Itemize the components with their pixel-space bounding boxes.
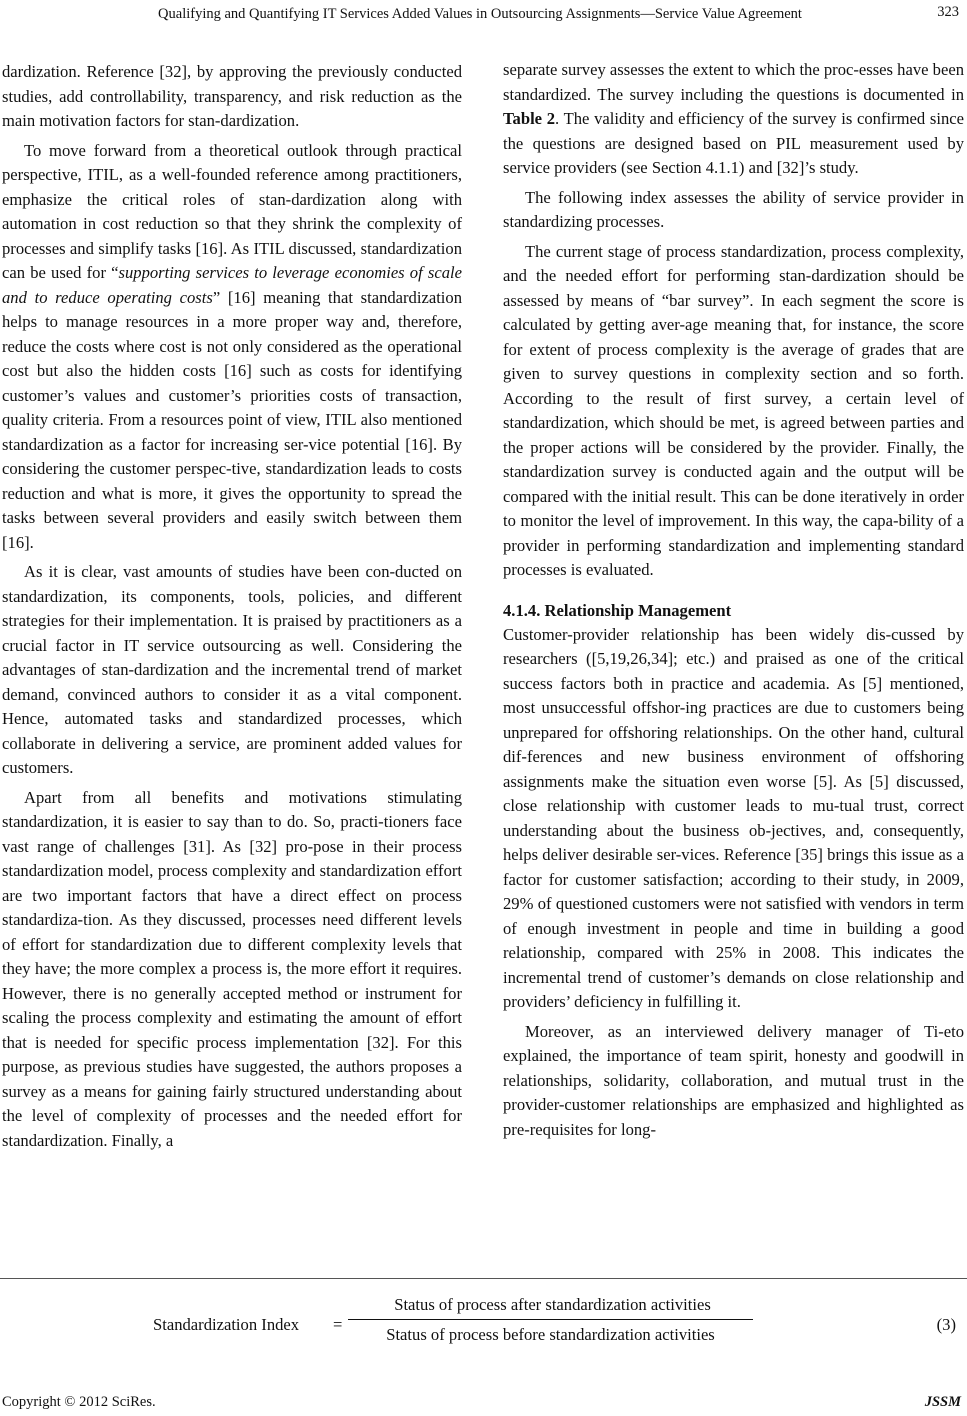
page-footer <box>0 1392 967 1412</box>
copyright-notice: Copyright © 2012 SciRes. <box>2 1394 156 1410</box>
text-run: ” [16] meaning that standardization helps to manage resources in a more proper way and, therefore, reduce the costs where cost is not only considered as the operational cost but also the hidden costs [16] such as costs for identifying customer’s values and customer’s priorities costs of transaction, quality criteria. From a resources point of view, ITIL also mentioned standardization as a factor for increasing ser-vice potential [16]. By considering the customer perspec-tive, standardization leads to costs reduction and what is more, it gives the opportunity to spread the tasks between several providers and easily switch between them [16]. <box>2 287 463 552</box>
equation-fraction <box>348 1292 753 1348</box>
right-column <box>503 58 964 1147</box>
italic-quote: supporting services to leverage economies of scale and to reduce operating costs <box>2 263 462 307</box>
paragraph: As it is clear, vast amounts of studies have been con-ducted on standardization, its components, tools, policies, and different strategies for their implementation. It is praised by practitioners as a crucial factor in IT service outsourcing as well. Considering the advantages of stan-dardization and the incremental trend of market demand, convinced authors to consider it as a vital component. Hence, automated tasks and standardized processes, which collaborate in delivering a service, are prominent added values for customers. <box>2 562 462 777</box>
paragraph: dardization. Reference [32], by approving the previously conducted studies, add controllability, transparency, and risk reduction as the main motivation factors for stan-dardization. <box>2 62 462 130</box>
page-number: 323 <box>937 4 959 20</box>
paragraph: Moreover, as an interviewed delivery manager of Ti-eto explained, the importance of team spirit, honesty and goodwill in relationships, solidarity, collaboration, and mutual trust in the provider-customer relationships are emphasized and highlighted as pre-requisites for long- <box>503 1021 964 1139</box>
journal-abbrev: JSSM <box>924 1394 961 1410</box>
section-heading: 4.1.4. Relationship Management <box>503 600 732 620</box>
running-header <box>0 4 967 30</box>
fraction-denominator: Status of process before standardization activities <box>386 1325 715 1344</box>
paragraph <box>503 58 964 181</box>
text-run: To move forward from a theoretical outlook through practical perspective, ITIL, as a well-founded reference among practitioners, emphasize the critical roles of stan-dardization along with automation in cost reduction so that they shrink the complexity of processes and simplify tasks [16]. As ITIL discussed, standardization can be used for “ <box>2 140 462 282</box>
paragraph: The following index assesses the ability of service provider in standardizing processes. <box>503 187 964 231</box>
table-reference: Table 2 <box>503 109 556 128</box>
equation-divider <box>0 1278 967 1279</box>
text-run: . The validity and efficiency of the survey is confirmed since the questions are designed based on PIL measurement used by service providers (see Section 4.1.1) and [32]’s study. <box>503 109 964 177</box>
paragraph: Apart from all benefits and motivations stimulating standardization, it is easier to say than to do. So, practi-tioners face vast range of challenges [31]. As [32] pro-pose in their process standardization model, process complexity and standardization effort are two important factors that have a direct effect on process standardiza-tion. As they discussed, processes need different levels of effort for standardization due to different complexity levels that they have; the more complex a process is, the more effort it requires. However, there is no generally accepted method or instrument for scaling the process complexity and estimating the amount of effort that is needed for specific process implementation [32]. For this purpose, as previous studies have suggested, the authors proposes a survey as a means for gaining fairly structured understanding about the level of complexity of processes and the needed effort for standardization. Finally, a <box>2 787 462 1150</box>
paragraph <box>2 139 462 556</box>
text-run: separate survey assesses the extent to which the proc-esses have been standardized. The survey including the questions is documented in <box>503 60 964 104</box>
fraction-numerator: Status of process after standardization activities <box>394 1295 711 1314</box>
equals-sign: = <box>333 1315 343 1334</box>
running-title: Qualifying and Quantifying IT Services Added Values in Outsourcing Assignments—Service Value Agreement <box>158 6 802 22</box>
left-column <box>2 60 462 1158</box>
equation-number: (3) <box>936 1315 956 1334</box>
equation-lhs: Standardization Index <box>153 1315 300 1334</box>
fraction-bar <box>348 1319 753 1320</box>
paragraph: Customer-provider relationship has been widely dis-cussed by researchers ([5,19,26,34]; etc.) and praised as one of the critical success factors both in practice and academia. As [5] mentioned, most unsuccessful offshor-ing practices are due to customers being unprepared for offshoring relationships. On the other hand, cultural dif-ferences and new business environment of offshoring assignments make the situation even worse [5]. As [5] discussed, close relationship with customer leads to mu-tual trust, correct understanding about the business ob-jectives, and, consequently, helps deliver desirable ser-vices. Reference [35] brings this issue as a factor for customer satisfaction; according to their study, in 2009, 29% of questioned customers were not satisfied with vendors in term of enough investment in people and time in building a good relationship, compared with 25% in 2008. This indicates the incremental trend of customer’s demands on close relationship and providers’ deficiency in fulfilling it. <box>503 624 964 1011</box>
paragraph: The current stage of process standardization, process complexity, and the needed effort for performing stan-dardization should be assessed by means of “bar survey”. In each segment the score is calculated by getting aver-age meaning that, for instance, the score for extent of process complexity is the average of grades that are given to survey questions in complexity section and so forth. According to the result of first survey, a certain level of standardization, which should be met, is agreed between parties and the proper actions will be considered by the provider. Finally, the standardization survey is conducted again and the output will be compared with the initial result. This can be done iteratively in order to monitor the level of improvement. In this way, the capa-bility of a provider in performing standardization and implementing standard processes is evaluated. <box>503 241 964 579</box>
equation-3 <box>0 1292 967 1362</box>
